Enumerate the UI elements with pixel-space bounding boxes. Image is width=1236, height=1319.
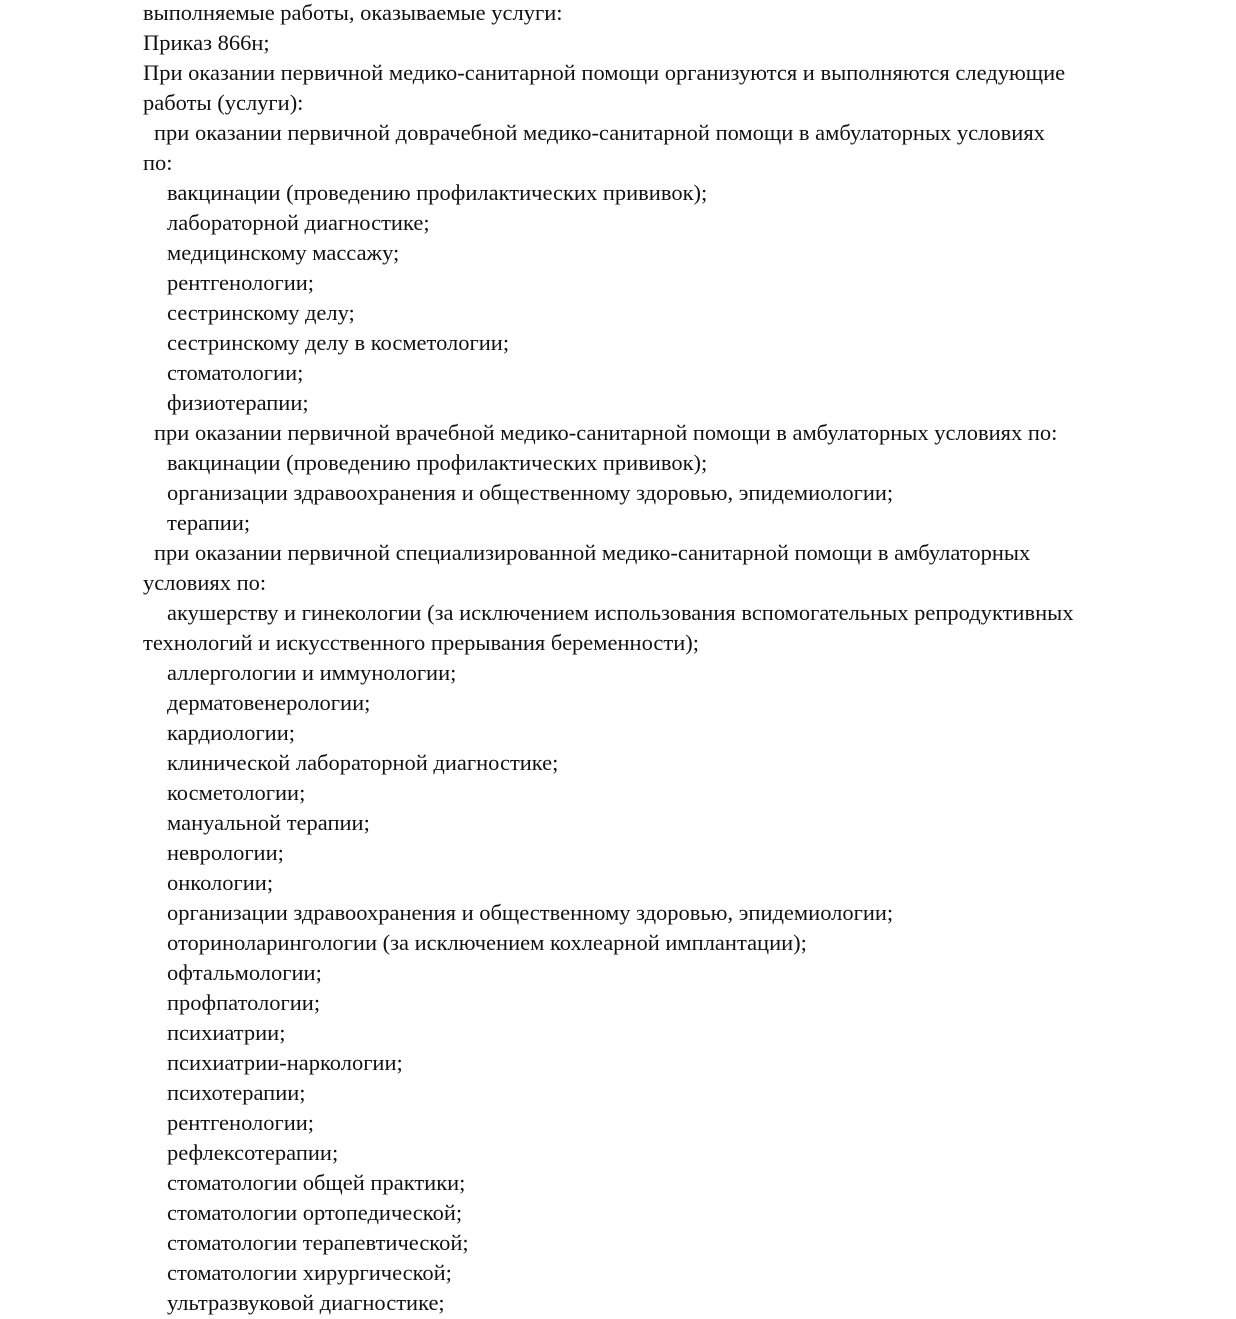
list-item: вакцинации (проведению профилактических прививок);	[167, 450, 708, 475]
list-item: рефлексотерапии;	[167, 1140, 339, 1165]
list-item: психиатрии-наркологии;	[167, 1050, 403, 1075]
document-page	[143, 0, 1183, 1318]
list-item: стоматологии терапевтической;	[167, 1230, 469, 1255]
list-item: вакцинации (проведению профилактических прививок);	[167, 180, 708, 205]
list-item: клинической лабораторной диагностике;	[167, 750, 559, 775]
list-item: неврологии;	[167, 840, 284, 865]
list-item: психотерапии;	[167, 1080, 306, 1105]
lead-paragraph-line: При оказании первичной медико-санитарной помощи организуются и выполняются следующие	[143, 60, 1066, 85]
list-item: косметологии;	[167, 780, 306, 805]
list-item: ультразвуковой диагностике;	[167, 1290, 445, 1315]
list-item: сестринскому делу;	[167, 300, 355, 325]
list-item: технологий и искусственного прерывания беременности);	[143, 630, 700, 655]
list-item: сестринскому делу в косметологии;	[167, 330, 510, 355]
list-item: стоматологии ортопедической;	[167, 1200, 463, 1225]
list-item: стоматологии хирургической;	[167, 1260, 452, 1285]
list-item: аллергологии и иммунологии;	[167, 660, 457, 685]
list-item: профпатологии;	[167, 990, 321, 1015]
order-reference: Приказ 866н;	[143, 30, 270, 55]
list-item: стоматологии;	[167, 360, 304, 385]
list-item: дерматовенерологии;	[167, 690, 371, 715]
lead-paragraph-line: работы (услуги):	[143, 90, 304, 115]
list-item: рентгенологии;	[167, 270, 315, 295]
list-item: мануальной терапии;	[167, 810, 370, 835]
list-item: акушерству и гинекологии (за исключением использования вспомогательных репродуктивных	[167, 600, 1074, 625]
list-item: медицинскому массажу;	[167, 240, 400, 265]
list-item: физиотерапии;	[167, 390, 309, 415]
list-item: лабораторной диагностике;	[167, 210, 430, 235]
list-item: рентгенологии;	[167, 1110, 315, 1135]
list-item: терапии;	[167, 510, 251, 535]
list-item: организации здравоохранения и общественному здоровью, эпидемиологии;	[167, 900, 894, 925]
list-item: организации здравоохранения и общественному здоровью, эпидемиологии;	[167, 480, 894, 505]
list-item: офтальмологии;	[167, 960, 322, 985]
section-heading: по:	[143, 150, 173, 175]
list-item: онкологии;	[167, 870, 274, 895]
section-heading: при оказании первичной доврачебной медико-санитарной помощи в амбулаторных условиях	[154, 120, 1045, 145]
section-heading: при оказании первичной врачебной медико-санитарной помощи в амбулаторных условиях по:	[154, 420, 1058, 445]
list-item: оториноларингологии (за исключением кохлеарной имплантации);	[167, 930, 807, 955]
list-item: стоматологии общей практики;	[167, 1170, 466, 1195]
list-item: кардиологии;	[167, 720, 296, 745]
section-heading: условиях по:	[143, 570, 267, 595]
list-item: психиатрии;	[167, 1020, 286, 1045]
intro-line: выполняемые работы, оказываемые услуги:	[143, 0, 563, 25]
section-heading: при оказании первичной специализированной медико-санитарной помощи в амбулаторных	[154, 540, 1031, 565]
